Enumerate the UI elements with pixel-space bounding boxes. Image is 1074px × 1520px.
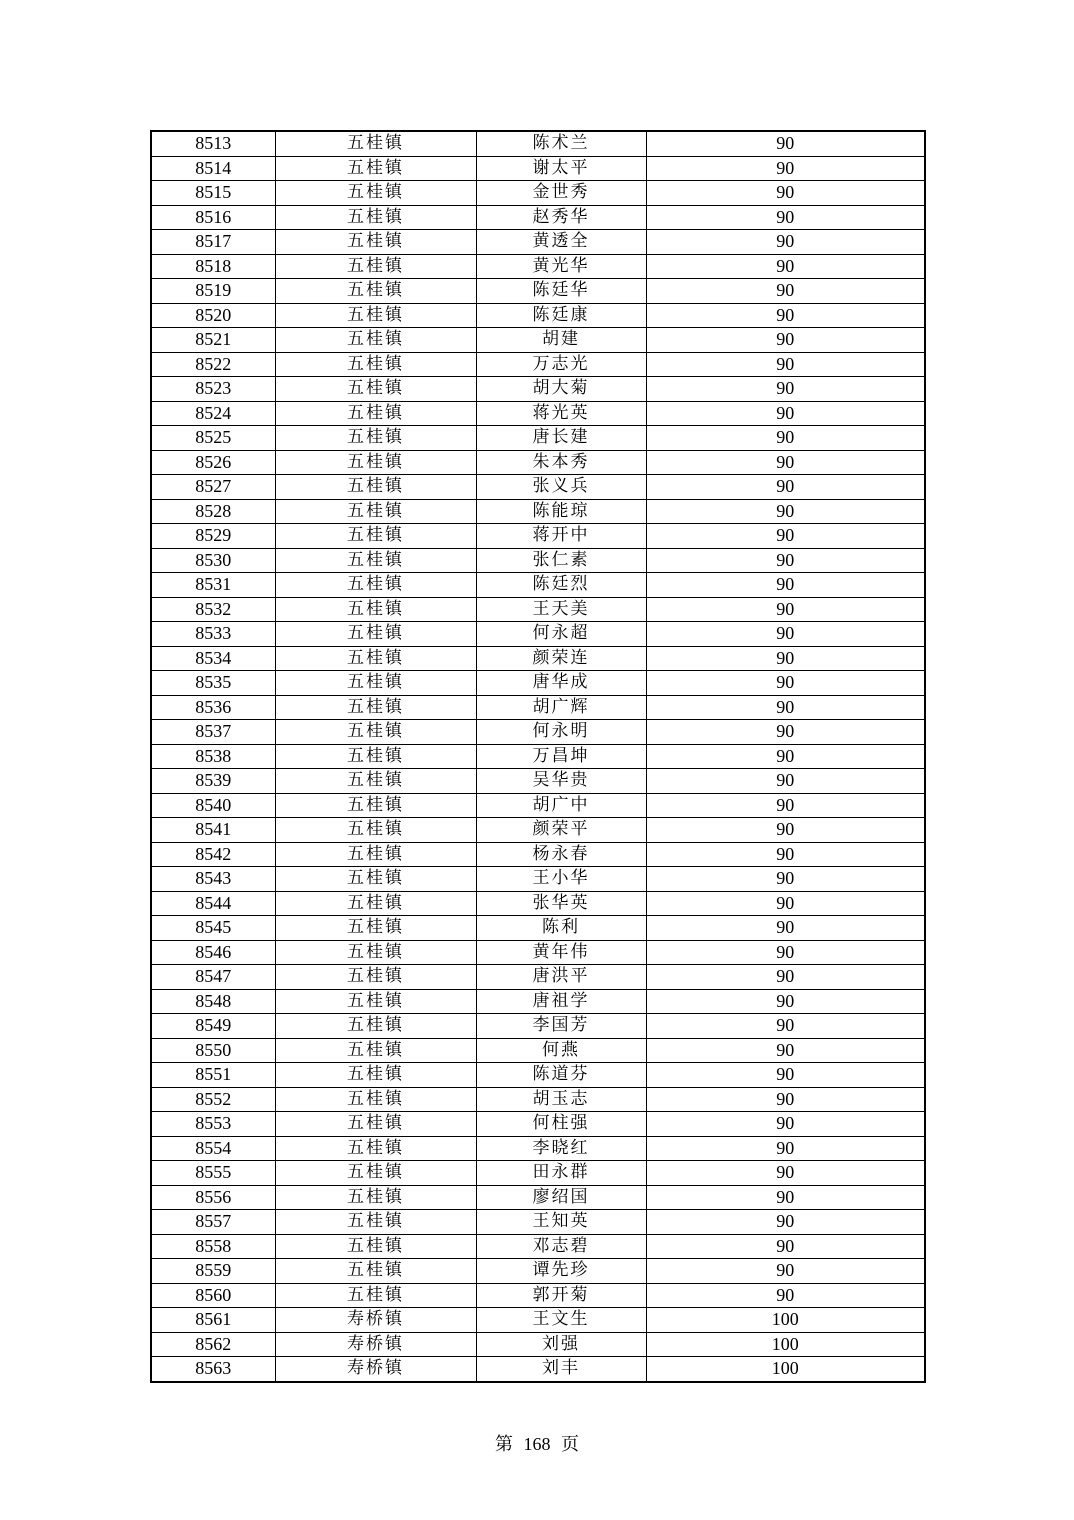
- row-name-cell: 陈术兰: [476, 131, 646, 156]
- table-row: [151, 352, 925, 377]
- row-id-cell: 8561: [151, 1308, 275, 1333]
- table-row: [151, 1087, 925, 1112]
- row-id-cell: 8530: [151, 548, 275, 573]
- table-row: [151, 1210, 925, 1235]
- row-amount-cell: 90: [646, 1234, 925, 1259]
- row-name-cell: 赵秀华: [476, 205, 646, 230]
- roster-body: [151, 131, 925, 1382]
- row-amount-cell: 90: [646, 769, 925, 794]
- table-row: [151, 1112, 925, 1137]
- row-name-cell: 陈廷康: [476, 303, 646, 328]
- row-id-cell: 8547: [151, 965, 275, 990]
- row-town-cell: 五桂镇: [275, 131, 476, 156]
- row-town-cell: 五桂镇: [275, 1185, 476, 1210]
- row-id-cell: 8514: [151, 156, 275, 181]
- row-name-cell: 唐长建: [476, 426, 646, 451]
- table-row: [151, 671, 925, 696]
- row-town-cell: 五桂镇: [275, 793, 476, 818]
- page-footer: [0, 1430, 1074, 1456]
- row-amount-cell: 90: [646, 867, 925, 892]
- row-name-cell: 唐华成: [476, 671, 646, 696]
- row-name-cell: 黄透全: [476, 230, 646, 255]
- row-town-cell: 五桂镇: [275, 230, 476, 255]
- table-row: [151, 720, 925, 745]
- row-name-cell: 吴华贵: [476, 769, 646, 794]
- row-id-cell: 8550: [151, 1038, 275, 1063]
- table-row: [151, 279, 925, 304]
- row-town-cell: 五桂镇: [275, 646, 476, 671]
- row-town-cell: 五桂镇: [275, 965, 476, 990]
- row-amount-cell: 90: [646, 1063, 925, 1088]
- row-amount-cell: 90: [646, 475, 925, 500]
- row-name-cell: 郭开菊: [476, 1283, 646, 1308]
- row-name-cell: 何燕: [476, 1038, 646, 1063]
- row-id-cell: 8545: [151, 916, 275, 941]
- row-id-cell: 8526: [151, 450, 275, 475]
- row-name-cell: 李国芳: [476, 1014, 646, 1039]
- row-name-cell: 王小华: [476, 867, 646, 892]
- row-town-cell: 五桂镇: [275, 842, 476, 867]
- row-amount-cell: 90: [646, 1185, 925, 1210]
- row-town-cell: 寿桥镇: [275, 1357, 476, 1382]
- row-amount-cell: 100: [646, 1332, 925, 1357]
- row-amount-cell: 90: [646, 891, 925, 916]
- table-row: [151, 401, 925, 426]
- table-row: [151, 744, 925, 769]
- row-id-cell: 8541: [151, 818, 275, 843]
- row-town-cell: 五桂镇: [275, 940, 476, 965]
- table-row: [151, 1063, 925, 1088]
- row-id-cell: 8544: [151, 891, 275, 916]
- row-name-cell: 杨永春: [476, 842, 646, 867]
- row-id-cell: 8529: [151, 524, 275, 549]
- row-id-cell: 8521: [151, 328, 275, 353]
- row-amount-cell: 90: [646, 1136, 925, 1161]
- row-town-cell: 五桂镇: [275, 1283, 476, 1308]
- row-amount-cell: 90: [646, 793, 925, 818]
- table-row: [151, 1014, 925, 1039]
- table-row: [151, 622, 925, 647]
- row-amount-cell: 90: [646, 646, 925, 671]
- row-id-cell: 8552: [151, 1087, 275, 1112]
- row-town-cell: 五桂镇: [275, 1112, 476, 1137]
- row-town-cell: 五桂镇: [275, 1063, 476, 1088]
- row-amount-cell: 90: [646, 720, 925, 745]
- table-row: [151, 377, 925, 402]
- table-row: [151, 1259, 925, 1284]
- row-id-cell: 8540: [151, 793, 275, 818]
- table-row: [151, 156, 925, 181]
- row-id-cell: 8518: [151, 254, 275, 279]
- row-amount-cell: 90: [646, 450, 925, 475]
- table-row: [151, 475, 925, 500]
- row-town-cell: 五桂镇: [275, 328, 476, 353]
- row-amount-cell: 90: [646, 279, 925, 304]
- row-town-cell: 五桂镇: [275, 769, 476, 794]
- table-row: [151, 450, 925, 475]
- row-amount-cell: 90: [646, 499, 925, 524]
- row-id-cell: 8559: [151, 1259, 275, 1284]
- table-row: [151, 1234, 925, 1259]
- row-town-cell: 五桂镇: [275, 1014, 476, 1039]
- row-id-cell: 8528: [151, 499, 275, 524]
- row-town-cell: 五桂镇: [275, 1259, 476, 1284]
- row-id-cell: 8535: [151, 671, 275, 696]
- row-amount-cell: 90: [646, 597, 925, 622]
- row-town-cell: 五桂镇: [275, 867, 476, 892]
- row-name-cell: 万昌坤: [476, 744, 646, 769]
- row-id-cell: 8519: [151, 279, 275, 304]
- row-town-cell: 五桂镇: [275, 426, 476, 451]
- row-town-cell: 五桂镇: [275, 1234, 476, 1259]
- row-town-cell: 五桂镇: [275, 499, 476, 524]
- row-town-cell: 五桂镇: [275, 1161, 476, 1186]
- row-amount-cell: 90: [646, 573, 925, 598]
- row-name-cell: 金世秀: [476, 181, 646, 206]
- row-amount-cell: 90: [646, 524, 925, 549]
- row-id-cell: 8515: [151, 181, 275, 206]
- row-amount-cell: 90: [646, 671, 925, 696]
- row-town-cell: 五桂镇: [275, 744, 476, 769]
- row-amount-cell: 90: [646, 377, 925, 402]
- row-name-cell: 蒋开中: [476, 524, 646, 549]
- row-id-cell: 8531: [151, 573, 275, 598]
- row-id-cell: 8534: [151, 646, 275, 671]
- row-name-cell: 颜荣连: [476, 646, 646, 671]
- row-id-cell: 8517: [151, 230, 275, 255]
- row-amount-cell: 90: [646, 940, 925, 965]
- row-id-cell: 8549: [151, 1014, 275, 1039]
- row-town-cell: 五桂镇: [275, 475, 476, 500]
- row-name-cell: 朱本秀: [476, 450, 646, 475]
- row-amount-cell: 90: [646, 622, 925, 647]
- row-town-cell: 五桂镇: [275, 989, 476, 1014]
- row-id-cell: 8557: [151, 1210, 275, 1235]
- row-name-cell: 王天美: [476, 597, 646, 622]
- table-row: [151, 940, 925, 965]
- row-town-cell: 五桂镇: [275, 450, 476, 475]
- row-town-cell: 五桂镇: [275, 548, 476, 573]
- row-name-cell: 张华英: [476, 891, 646, 916]
- row-id-cell: 8532: [151, 597, 275, 622]
- row-id-cell: 8536: [151, 695, 275, 720]
- row-name-cell: 陈能琼: [476, 499, 646, 524]
- row-amount-cell: 100: [646, 1357, 925, 1382]
- row-town-cell: 五桂镇: [275, 181, 476, 206]
- row-amount-cell: 90: [646, 1087, 925, 1112]
- row-id-cell: 8516: [151, 205, 275, 230]
- row-town-cell: 五桂镇: [275, 401, 476, 426]
- row-amount-cell: 90: [646, 303, 925, 328]
- page-prefix: 第: [495, 1434, 513, 1454]
- row-amount-cell: 90: [646, 401, 925, 426]
- row-name-cell: 张义兵: [476, 475, 646, 500]
- row-id-cell: 8525: [151, 426, 275, 451]
- row-town-cell: 五桂镇: [275, 1087, 476, 1112]
- row-amount-cell: 90: [646, 254, 925, 279]
- row-town-cell: 五桂镇: [275, 303, 476, 328]
- page-suffix: 页: [561, 1434, 579, 1454]
- row-name-cell: 胡玉志: [476, 1087, 646, 1112]
- row-town-cell: 五桂镇: [275, 156, 476, 181]
- row-amount-cell: 90: [646, 965, 925, 990]
- row-name-cell: 黄光华: [476, 254, 646, 279]
- row-town-cell: 五桂镇: [275, 524, 476, 549]
- row-name-cell: 胡广中: [476, 793, 646, 818]
- row-town-cell: 五桂镇: [275, 818, 476, 843]
- table-row: [151, 793, 925, 818]
- table-row: [151, 1038, 925, 1063]
- table-row: [151, 989, 925, 1014]
- row-name-cell: 胡广辉: [476, 695, 646, 720]
- row-amount-cell: 90: [646, 352, 925, 377]
- row-name-cell: 何柱强: [476, 1112, 646, 1137]
- row-id-cell: 8539: [151, 769, 275, 794]
- row-id-cell: 8562: [151, 1332, 275, 1357]
- table-row: [151, 426, 925, 451]
- table-row: [151, 303, 925, 328]
- row-town-cell: 五桂镇: [275, 1038, 476, 1063]
- row-name-cell: 何永明: [476, 720, 646, 745]
- row-amount-cell: 90: [646, 1283, 925, 1308]
- row-town-cell: 五桂镇: [275, 916, 476, 941]
- row-amount-cell: 90: [646, 426, 925, 451]
- table-row: [151, 769, 925, 794]
- row-name-cell: 李晓红: [476, 1136, 646, 1161]
- row-town-cell: 五桂镇: [275, 205, 476, 230]
- row-id-cell: 8553: [151, 1112, 275, 1137]
- row-id-cell: 8537: [151, 720, 275, 745]
- row-name-cell: 陈道芬: [476, 1063, 646, 1088]
- row-name-cell: 陈利: [476, 916, 646, 941]
- row-id-cell: 8513: [151, 131, 275, 156]
- row-town-cell: 五桂镇: [275, 671, 476, 696]
- row-id-cell: 8542: [151, 842, 275, 867]
- row-town-cell: 五桂镇: [275, 377, 476, 402]
- row-name-cell: 蒋光英: [476, 401, 646, 426]
- row-amount-cell: 90: [646, 131, 925, 156]
- row-id-cell: 8543: [151, 867, 275, 892]
- row-name-cell: 邓志碧: [476, 1234, 646, 1259]
- row-name-cell: 胡大菊: [476, 377, 646, 402]
- table-row: [151, 646, 925, 671]
- table-row: [151, 1283, 925, 1308]
- row-name-cell: 王知英: [476, 1210, 646, 1235]
- row-town-cell: 五桂镇: [275, 597, 476, 622]
- row-town-cell: 五桂镇: [275, 695, 476, 720]
- row-name-cell: 王文生: [476, 1308, 646, 1333]
- row-amount-cell: 90: [646, 1014, 925, 1039]
- row-id-cell: 8560: [151, 1283, 275, 1308]
- table-row: [151, 205, 925, 230]
- row-id-cell: 8523: [151, 377, 275, 402]
- table-row: [151, 1136, 925, 1161]
- row-amount-cell: 90: [646, 181, 925, 206]
- row-name-cell: 胡建: [476, 328, 646, 353]
- row-id-cell: 8546: [151, 940, 275, 965]
- row-town-cell: 寿桥镇: [275, 1332, 476, 1357]
- row-amount-cell: 90: [646, 989, 925, 1014]
- row-name-cell: 刘丰: [476, 1357, 646, 1382]
- table-row: [151, 965, 925, 990]
- row-amount-cell: 90: [646, 328, 925, 353]
- table-row: [151, 548, 925, 573]
- table-row: [151, 1185, 925, 1210]
- row-town-cell: 五桂镇: [275, 352, 476, 377]
- table-row: [151, 328, 925, 353]
- row-town-cell: 五桂镇: [275, 279, 476, 304]
- table-row: [151, 131, 925, 156]
- row-id-cell: 8563: [151, 1357, 275, 1382]
- row-id-cell: 8555: [151, 1161, 275, 1186]
- row-town-cell: 五桂镇: [275, 891, 476, 916]
- row-amount-cell: 90: [646, 205, 925, 230]
- table-row: [151, 181, 925, 206]
- row-amount-cell: 90: [646, 1112, 925, 1137]
- row-amount-cell: 90: [646, 1210, 925, 1235]
- row-id-cell: 8558: [151, 1234, 275, 1259]
- row-amount-cell: 90: [646, 744, 925, 769]
- table-row: [151, 573, 925, 598]
- row-id-cell: 8556: [151, 1185, 275, 1210]
- row-id-cell: 8538: [151, 744, 275, 769]
- row-id-cell: 8533: [151, 622, 275, 647]
- table-row: [151, 230, 925, 255]
- row-town-cell: 五桂镇: [275, 1210, 476, 1235]
- row-amount-cell: 90: [646, 156, 925, 181]
- table-row: [151, 254, 925, 279]
- row-amount-cell: 90: [646, 695, 925, 720]
- row-amount-cell: 90: [646, 1259, 925, 1284]
- table-row: [151, 695, 925, 720]
- table-row: [151, 524, 925, 549]
- row-town-cell: 五桂镇: [275, 573, 476, 598]
- row-amount-cell: 90: [646, 818, 925, 843]
- row-town-cell: 寿桥镇: [275, 1308, 476, 1333]
- table-row: [151, 842, 925, 867]
- row-name-cell: 廖绍国: [476, 1185, 646, 1210]
- row-amount-cell: 90: [646, 548, 925, 573]
- row-name-cell: 颜荣平: [476, 818, 646, 843]
- table-row: [151, 916, 925, 941]
- row-name-cell: 唐祖学: [476, 989, 646, 1014]
- row-name-cell: 万志光: [476, 352, 646, 377]
- row-name-cell: 刘强: [476, 1332, 646, 1357]
- table-row: [151, 1161, 925, 1186]
- table-row: [151, 1357, 925, 1382]
- row-amount-cell: 90: [646, 1038, 925, 1063]
- row-id-cell: 8527: [151, 475, 275, 500]
- row-name-cell: 唐洪平: [476, 965, 646, 990]
- row-name-cell: 陈廷烈: [476, 573, 646, 598]
- row-amount-cell: 90: [646, 842, 925, 867]
- row-id-cell: 8520: [151, 303, 275, 328]
- table-row: [151, 1308, 925, 1333]
- row-id-cell: 8524: [151, 401, 275, 426]
- table-row: [151, 818, 925, 843]
- table-row: [151, 597, 925, 622]
- row-name-cell: 田永群: [476, 1161, 646, 1186]
- row-amount-cell: 90: [646, 230, 925, 255]
- roster-table: [150, 130, 926, 1383]
- row-town-cell: 五桂镇: [275, 622, 476, 647]
- table-row: [151, 891, 925, 916]
- row-town-cell: 五桂镇: [275, 1136, 476, 1161]
- row-town-cell: 五桂镇: [275, 254, 476, 279]
- row-name-cell: 谢太平: [476, 156, 646, 181]
- table-row: [151, 499, 925, 524]
- row-name-cell: 何永超: [476, 622, 646, 647]
- row-town-cell: 五桂镇: [275, 720, 476, 745]
- row-id-cell: 8554: [151, 1136, 275, 1161]
- row-amount-cell: 90: [646, 916, 925, 941]
- table-row: [151, 867, 925, 892]
- row-id-cell: 8551: [151, 1063, 275, 1088]
- row-id-cell: 8522: [151, 352, 275, 377]
- row-name-cell: 张仁素: [476, 548, 646, 573]
- row-amount-cell: 90: [646, 1161, 925, 1186]
- table-row: [151, 1332, 925, 1357]
- row-name-cell: 陈廷华: [476, 279, 646, 304]
- row-amount-cell: 100: [646, 1308, 925, 1333]
- row-name-cell: 谭先珍: [476, 1259, 646, 1284]
- row-name-cell: 黄年伟: [476, 940, 646, 965]
- page-number: 168: [523, 1434, 551, 1454]
- row-id-cell: 8548: [151, 989, 275, 1014]
